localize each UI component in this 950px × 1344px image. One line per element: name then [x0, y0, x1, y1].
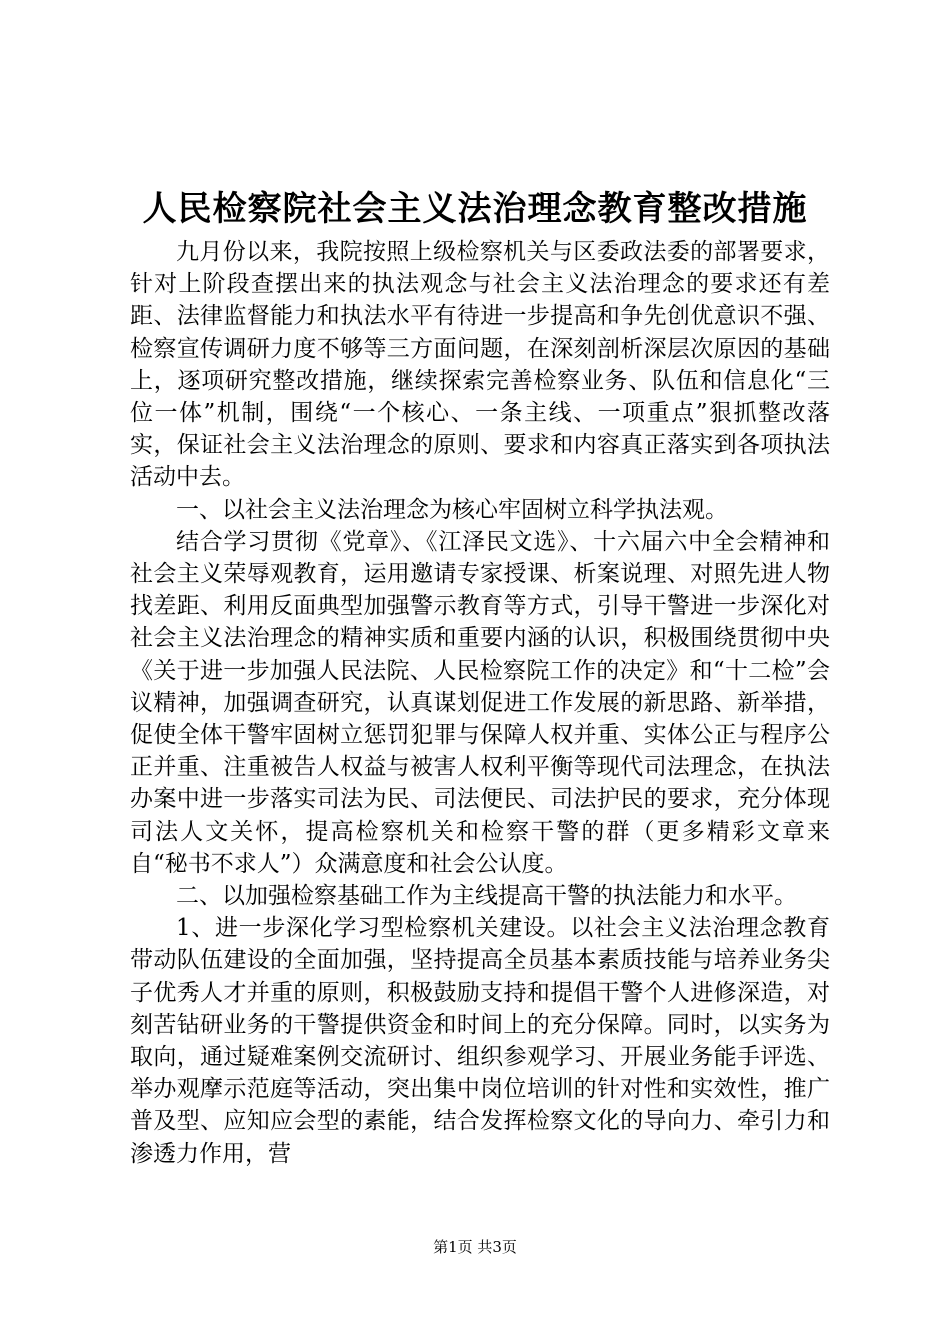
paragraph-intro: 九月份以来，我院按照上级检察机关与区委政法委的部署要求，针对上阶段查摆出来的执法观念与社会主义法治理念的要求还有差距、法律监督能力和执法水平有待进一步提高和争先创优意识不强、检察宣传调研力度不够等三方面问题，在深刻剖析深层次原因的基础上，逐项研究整改措施，继续探索完善检察业务、队伍和信息化“三位一体”机制，围绕“一个核心、一条主线、一项重点”狠抓整改落实，保证社会主义法治理念的原则、要求和内容真正落实到各项执法活动中去。 — [130, 239, 830, 491]
page-footer: 第1页 共3页 — [433, 1238, 517, 1256]
document-title: 人民检察院社会主义法治理念教育整改措施 — [142, 189, 808, 229]
paragraph-section-two-heading: 二、以加强检察基础工作为主线提高干警的执法能力和水平。 — [176, 883, 797, 910]
paragraph-section-one-body: 结合学习贯彻《党章》、《江泽民文选》、十六届六中全会精神和社会主义荣辱观教育，运用邀请专家授课、析案说理、对照先进人物找差距、利用反面典型加强警示教育等方式，引导干警进一步深化对社会主义法治理念的精神实质和重要内涵的认识，积极围绕贯彻中央《关于进一步加强人民法院、人民检察院工作的决定》和“十二检”会议精神，加强调查研究，认真谋划促进工作发展的新思路、新举措，促使全体干警牢固树立惩罚犯罪与保障人权并重、实体公正与程序公正并重、注重被告人权益与被害人权利平衡等现代司法理念，在执法办案中进一步落实司法为民、司法便民、司法护民的要求，充分体现司法人文关怀，提高检察机关和检察干警的群（更多精彩文章来自“秘书不求人”）众满意度和社会公认度。 — [130, 528, 830, 877]
paragraph-item-one: 1、进一步深化学习型检察机关建设。以社会主义法治理念教育带动队伍建设的全面加强，坚持提高全员基本素质技能与培养业务尖子优秀人才并重的原则，积极鼓励支持和提倡干警个人进修深造，对刻苦钻研业务的干警提供资金和时间上的充分保障。同时，以实务为取向，通过疑难案例交流研讨、组织参观学习、开展业务能手评选、举办观摩示范庭等活动，突出集中岗位培训的针对性和实效性，推广普及型、应知应会型的素能，结合发挥检察文化的导向力、牵引力和渗透力作用，营 — [130, 915, 830, 1167]
document-body — [130, 236, 830, 1170]
paragraph-section-one-heading: 一、以社会主义法治理念为核心牢固树立科学执法观。 — [176, 496, 728, 523]
